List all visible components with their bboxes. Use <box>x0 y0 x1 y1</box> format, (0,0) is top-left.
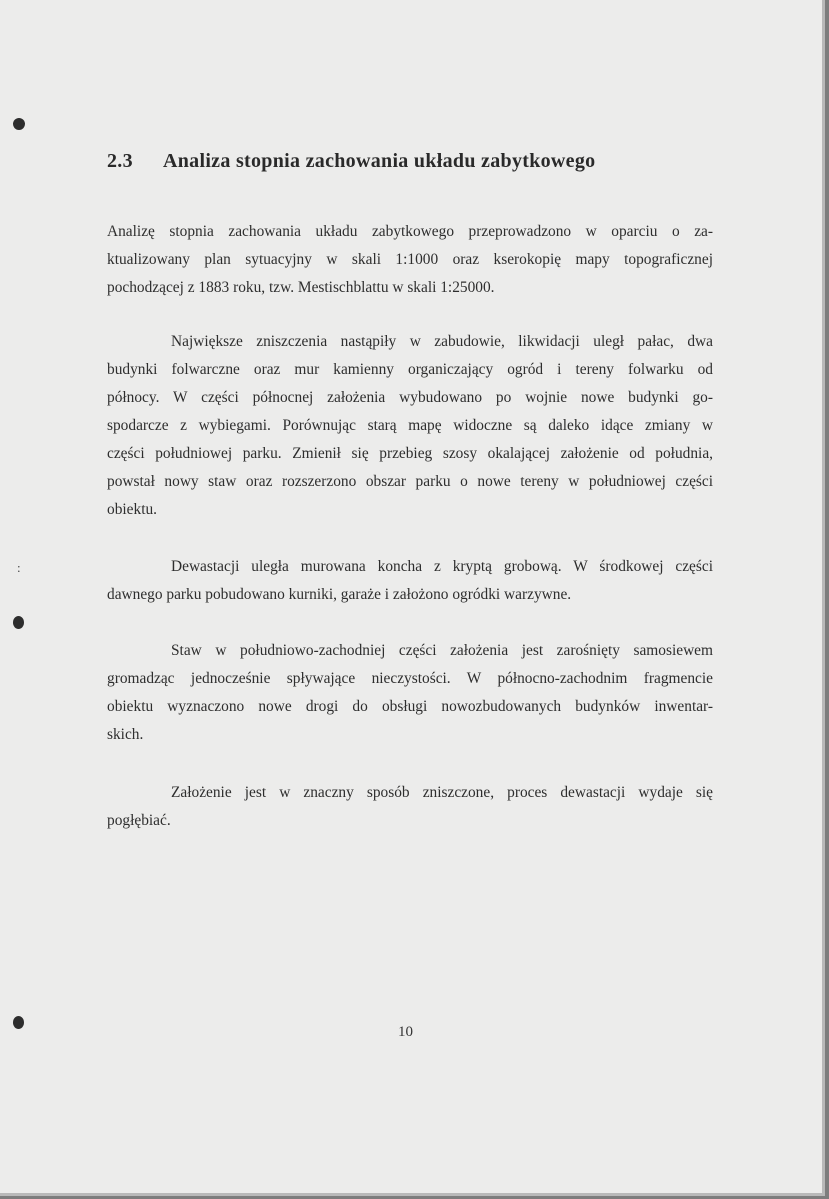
text-line: skich. <box>107 726 144 743</box>
paragraph <box>107 328 713 524</box>
text-line: obiektu wyznaczono nowe drogi do obsługi nowozbudowanych budynków inwentar- <box>107 698 713 715</box>
text-line: Założenie jest w znaczny sposób zniszczone, proces dewastacji wydaje się <box>171 784 713 801</box>
paragraph <box>107 637 713 749</box>
punch-hole-mark <box>13 118 25 130</box>
paragraph <box>107 779 713 835</box>
text-line: ktualizowany plan sytuacyjny w skali 1:1000 oraz kserokopię mapy topograficznej <box>107 251 713 268</box>
punch-hole-mark <box>13 616 24 629</box>
text-line: obiektu. <box>107 501 158 518</box>
text-line: Największe zniszczenia nastąpiły w zabudowie, likwidacji uległ pałac, dwa <box>171 333 713 350</box>
text-line: dawnego parku pobudowano kurniki, garaże i założono ogródki warzywne. <box>107 586 572 603</box>
text-line: części południowej parku. Zmienił się przebieg szosy okalającej założenie od południa, <box>107 445 713 462</box>
section-heading <box>107 150 595 173</box>
paragraph <box>107 218 713 302</box>
paragraph <box>107 553 713 609</box>
text-line: budynki folwarczne oraz mur kamienny organiczający ogród i tereny folwarku od <box>107 361 713 378</box>
text-line: północy. W części północnej założenia wybudowano po wojnie nowe budynki go- <box>107 389 713 406</box>
text-line: Analizę stopnia zachowania układu zabytkowego przeprowadzono w oparciu o za- <box>107 223 713 240</box>
section-title: Analiza stopnia zachowania układu zabytkowego <box>163 150 596 172</box>
punch-hole-mark <box>13 1016 24 1029</box>
text-line: spodarcze z wybiegami. Porównując starą mapę widoczne są daleko idące zmiany w <box>107 417 713 434</box>
page-number: 10 <box>398 1024 413 1040</box>
section-number: 2.3 <box>107 150 133 172</box>
text-line: Dewastacji uległa murowana koncha z kryptą grobową. W środkowej części <box>171 558 713 575</box>
text-line: pochodzącej z 1883 roku, tzw. Mestischblattu w skali 1:25000. <box>107 279 495 296</box>
text-line: powstał nowy staw oraz rozszerzono obszar parku o nowe tereny w południowej części <box>107 473 713 490</box>
margin-mark: : <box>17 560 21 575</box>
text-line: gromadząc jednocześnie spływające nieczystości. W północno-zachodnim fragmencie <box>107 670 713 687</box>
text-line: pogłębiać. <box>107 812 171 829</box>
text-line: Staw w południowo-zachodniej części założenia jest zarośnięty samosiewem <box>171 642 713 659</box>
